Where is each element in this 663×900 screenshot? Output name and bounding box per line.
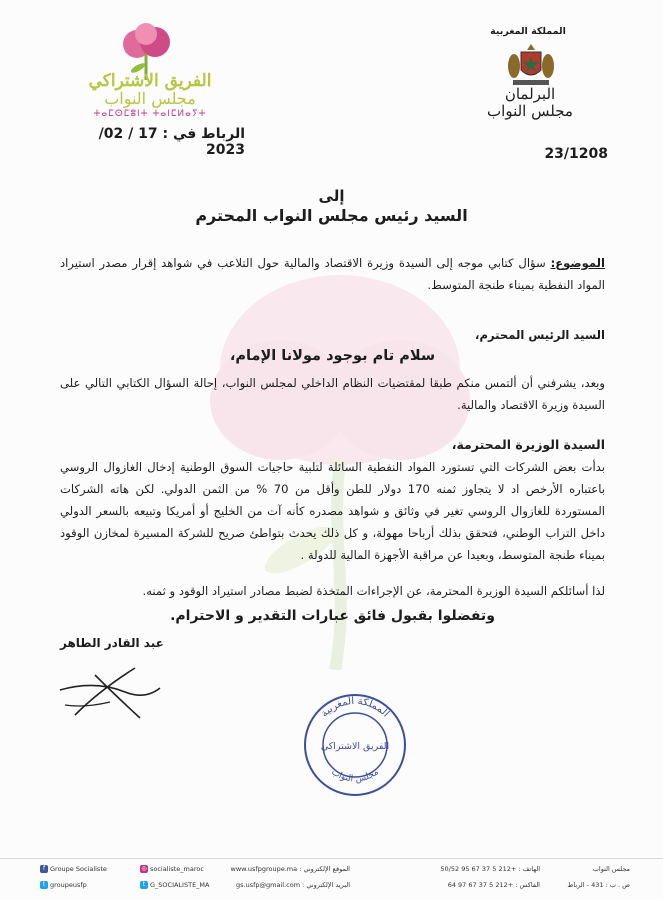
footer [0, 858, 663, 900]
official-stamp-icon [300, 690, 410, 800]
group-name [60, 72, 240, 120]
parliament-name [475, 86, 585, 120]
closing-line: وتفضلوا بقبول فائق عبارات التقدير و الاحترام. [170, 608, 495, 624]
footer-website[interactable]: الموقع الإلكتروني : www.usfpgroupe.ma [230, 865, 350, 873]
reference-number: 23/1208 [544, 146, 608, 162]
footer-instagram[interactable]: ◎ socialiste_maroc [141, 865, 204, 873]
main-paragraph: بدأت بعض الشركات التي تستورد المواد النفطية السائلة لتلبية حاجيات السوق الوطنية إدخال الغازوال الروسي باعتباره الأرخص اد لا يتجاوز ثمنه 170 دولار للطن وأقل من 70 % من الثمن الدولي. لكن هاته الشركات المستوردة للغازوال الروسي تغير في وثائق و شواهد مصدره كأنه آت من الخليج أو أمريكا وتبيعه بالسعر الدولي داخل التراب الوطني، فتحقق بذلك أرباحا مهولة، و كل ذلك يحدث بتواطئ صريح للشركة المسيرة لمخازن الوقود بميناء طنجة المتوسط، وبعيدا عن مراقبة الأجهزة المالية للدولة . [60, 460, 605, 562]
group-name-line2: مجلس النواب [104, 89, 196, 108]
footer-email[interactable]: البريد الإلكتروني : gs.usfp@gmail.com [236, 881, 350, 889]
subject [60, 252, 605, 296]
salutation-president: السيد الرئيس المحترم، [475, 328, 605, 342]
stamp-inner-text: الفريق الاشتراكي [320, 741, 390, 752]
greeting: سلام تام بوجود مولانا الإمام، [229, 348, 436, 364]
footer-phone: الهاتف : +212 5 37 67 95 50/52 [440, 865, 540, 873]
signature-icon [55, 660, 165, 725]
footer-facebook[interactable]: f Groupe Socialiste [40, 865, 107, 873]
subject-text: سؤال كتابي موجه إلى السيدة وزيرة الاقتصاد والمالية حول التلاعب في شواهد إقرار مصدر استيراد المواد النفطية بميناء طنجة المتوسط. [60, 256, 605, 292]
footer-address-line1: مجلس النواب [592, 865, 630, 873]
facebook-icon: f [40, 865, 48, 873]
intro-paragraph: وبعد، يشرفني أن ألتمس منكم طبقا لمقتضيات النظام الداخلي لمجلس النواب، إحالة السؤال الكتابي التالي على السيدة وزيرة الاقتصاد والمالية. [60, 376, 605, 412]
footer-address-line2: ص . ب : 431 - الرباط [567, 881, 630, 889]
question-paragraph: لذا أسائلكم السيدة الوزيرة المحترمة، عن الإجراءات المتخذة لضبط مصادر استيراد الوقود و ثمنه. [142, 584, 605, 598]
group-name-line1: الفريق الاشتراكي [88, 71, 212, 91]
footer-fax: الفاكس : +212 5 37 67 97 64 [447, 881, 540, 889]
royal-emblem-icon [505, 40, 557, 88]
stamp-outer-text: المملكة المغربية [319, 695, 391, 720]
salutation-minister: السيدة الوزيرة المحترمة، [451, 437, 605, 452]
twitter-icon: t [40, 881, 48, 889]
letter-date: الرباط في : 17 / 02/ 2023 [98, 126, 245, 158]
footer-twitter-handle[interactable]: t G_SOCIALISTE_MA [140, 881, 209, 889]
twitter-icon: t [140, 881, 148, 889]
svg-text:المملكة المغربية [319, 696, 391, 719]
subject-label: الموضوع: [550, 256, 605, 270]
parliament-line2: مجلس النواب [487, 102, 573, 120]
footer-twitter-user[interactable]: t groupeusfp [40, 881, 87, 889]
to-label: إلى [318, 187, 345, 205]
signer-name: عبد القادر الطاهر [60, 636, 164, 650]
instagram-icon: ◎ [141, 865, 147, 872]
addressee-name: السيد رئيس مجلس النواب المحترم [195, 206, 468, 225]
group-name-tifinagh: ⵜⴰⵎⵙⵎⵓⵏⵜ ⵜⴰⵏⵎⵍⴰⵢⵜ [93, 109, 207, 119]
svg-text:مجلس النواب [329, 767, 380, 785]
parliament-line1: البرلمان [504, 85, 556, 103]
kingdom-label: المملكة المغربية [490, 26, 566, 37]
stamp-bottom-text: مجلس النواب [329, 767, 381, 785]
